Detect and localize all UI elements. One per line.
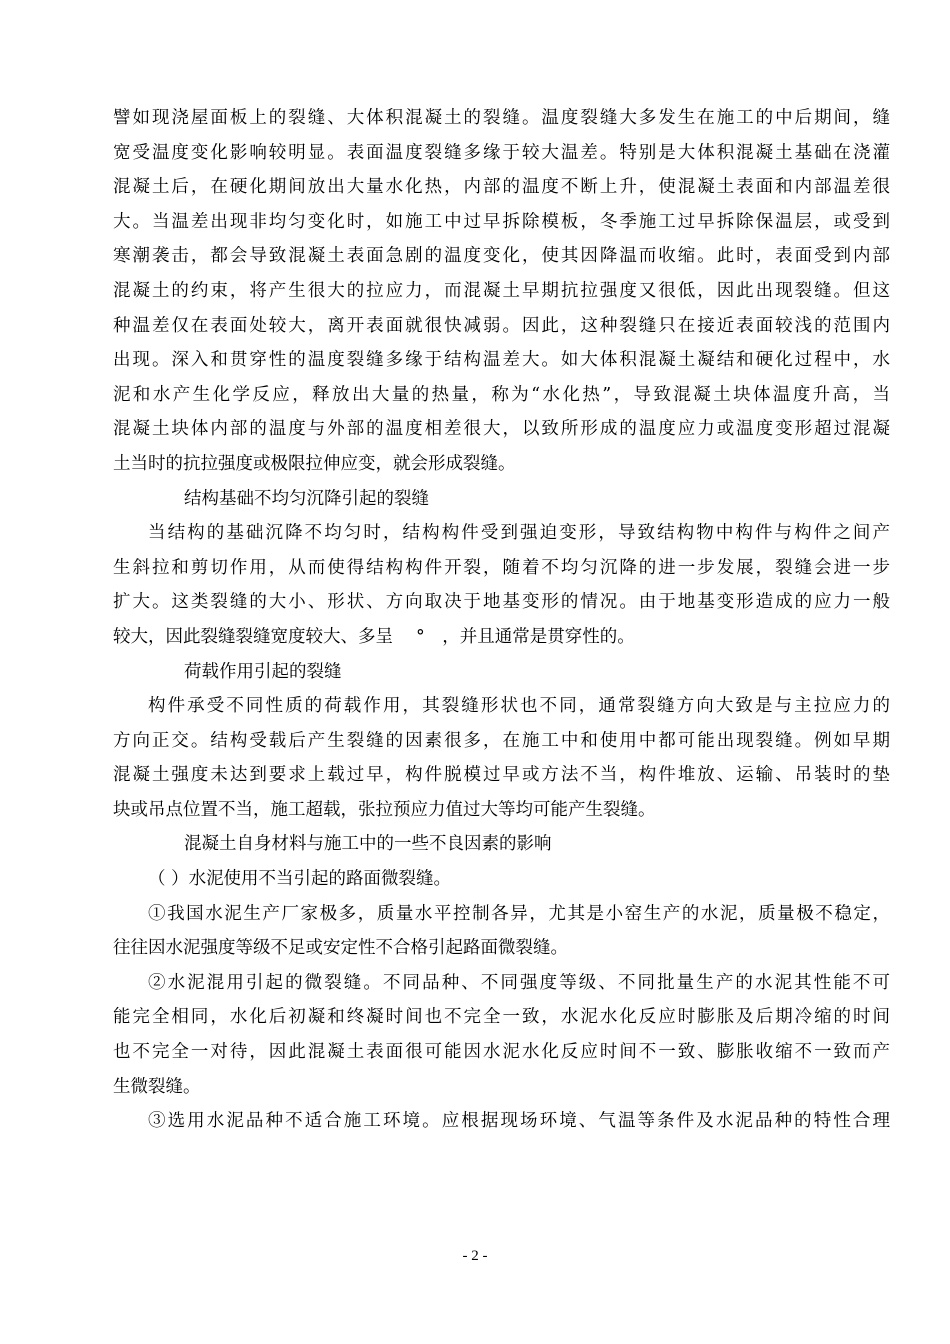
paragraph-line: ②水泥混用引起的微裂缝。不同品种、不同强度等级、不同批量生产的水泥其性能不可 bbox=[148, 972, 890, 993]
paragraph-line: 能完全相同，水化后初凝和终凝时间也不完全一致，水泥水化反应时膨胀及后期冷缩的时间 bbox=[113, 1007, 890, 1028]
paragraph-line: 扩大。这类裂缝的大小、形状、方向取决于地基变形的情况。由于地基变形造成的应力一般 bbox=[113, 592, 890, 613]
section-heading: 混凝土自身材料与施工中的一些不良因素的影响 bbox=[184, 834, 552, 855]
section-heading: 荷载作用引起的裂缝 bbox=[184, 661, 342, 682]
paragraph-line: 也不完全一对待，因此混凝土表面很可能因水泥水化反应时间不一致、膨胀收缩不一致而产 bbox=[113, 1042, 890, 1063]
paragraph-line: 土当时的抗拉强度或极限拉伸应变，就会形成裂缝。 bbox=[113, 453, 516, 474]
paragraph-line: 混凝土块体内部的温度与外部的温度相差很大，以致所形成的温度应力或温度变形超过混凝 bbox=[113, 419, 890, 440]
paragraph-line: 种温差仅在表面处较大，离开表面就很快减弱。因此，这种裂缝只在接近表面较浅的范围内 bbox=[113, 315, 890, 336]
paragraph-line: 出现。深入和贯穿性的温度裂缝多缘于结构温差大。如大体积混凝土凝结和硬化过程中，水 bbox=[113, 350, 890, 371]
paragraph-line: 块或吊点位置不当，施工超载，张拉预应力值过大等均可能产生裂缝。 bbox=[113, 799, 656, 820]
paragraph-line: 混凝土的约束，将产生很大的拉应力，而混凝土早期抗拉强度又很低，因此出现裂缝。但这 bbox=[113, 280, 890, 301]
paragraph-line: 譬如现浇屋面板上的裂缝、大体积混凝土的裂缝。温度裂缝大多发生在施工的中后期间，缝 bbox=[113, 108, 890, 128]
page-number: - 2 - bbox=[462, 1248, 488, 1264]
paragraph-line: （ ）水泥使用不当引起的路面微裂缝。 bbox=[148, 869, 452, 890]
paragraph-line: 生微裂缝。 bbox=[113, 1076, 201, 1097]
paragraph-line: 混凝土强度未达到要求上载过早，构件脱模过早或方法不当，构件堆放、运输、吊装时的垫 bbox=[113, 765, 890, 786]
paragraph-line: 往往因水泥强度等级不足或安定性不合格引起路面微裂缝。 bbox=[113, 938, 568, 959]
paragraph-line: ①我国水泥生产厂家极多，质量水平控制各异，尤其是小窑生产的水泥，质量极不稳定， bbox=[148, 903, 890, 924]
paragraph-line: 生斜拉和剪切作用，从而使得结构构件开裂，随着不均匀沉降的进一步发展，裂缝会进一步 bbox=[113, 557, 890, 578]
paragraph-line: 混凝土后，在硬化期间放出大量水化热，内部的温度不断上升，使混凝土表面和内部温差很 bbox=[113, 177, 890, 198]
paragraph-line: 寒潮袭击，都会导致混凝土表面急剧的温度变化，使其因降温而收缩。此时，表面受到内部 bbox=[113, 246, 890, 267]
paragraph-line: 泥和水产生化学反应，释放出大量的热量，称为“水化热”，导致混凝土块体温度升高，当 bbox=[113, 384, 890, 405]
paragraph-line: 方向正交。结构受载后产生裂缝的因素很多，在施工中和使用中都可能出现裂缝。例如早期 bbox=[113, 730, 890, 751]
section-heading: 结构基础不均匀沉降引起的裂缝 bbox=[184, 488, 429, 509]
paragraph-line: 大。当温差出现非均匀变化时，如施工中过早拆除模板，冬季施工过早拆除保温层，或受到 bbox=[113, 211, 890, 232]
paragraph-line: 较大，因此裂缝裂缝宽度较大、多呈 ° ，并且通常是贯穿性的。 bbox=[113, 626, 635, 647]
body-text bbox=[113, 101, 890, 1139]
paragraph-line: 构件承受不同性质的荷载作用，其裂缝形状也不同，通常裂缝方向大致是与主拉应力的 bbox=[148, 696, 890, 717]
paragraph-line: 当结构的基础沉降不均匀时，结构构件受到强迫变形，导致结构物中构件与构件之间产 bbox=[148, 523, 890, 544]
paragraph-line: 宽受温度变化影响较明显。表面温度裂缝多缘于较大温差。特别是大体积混凝土基础在浇灌 bbox=[113, 142, 890, 163]
paragraph-line: ③选用水泥品种不适合施工环境。应根据现场环境、气温等条件及水泥品种的特性合理 bbox=[148, 1111, 890, 1132]
